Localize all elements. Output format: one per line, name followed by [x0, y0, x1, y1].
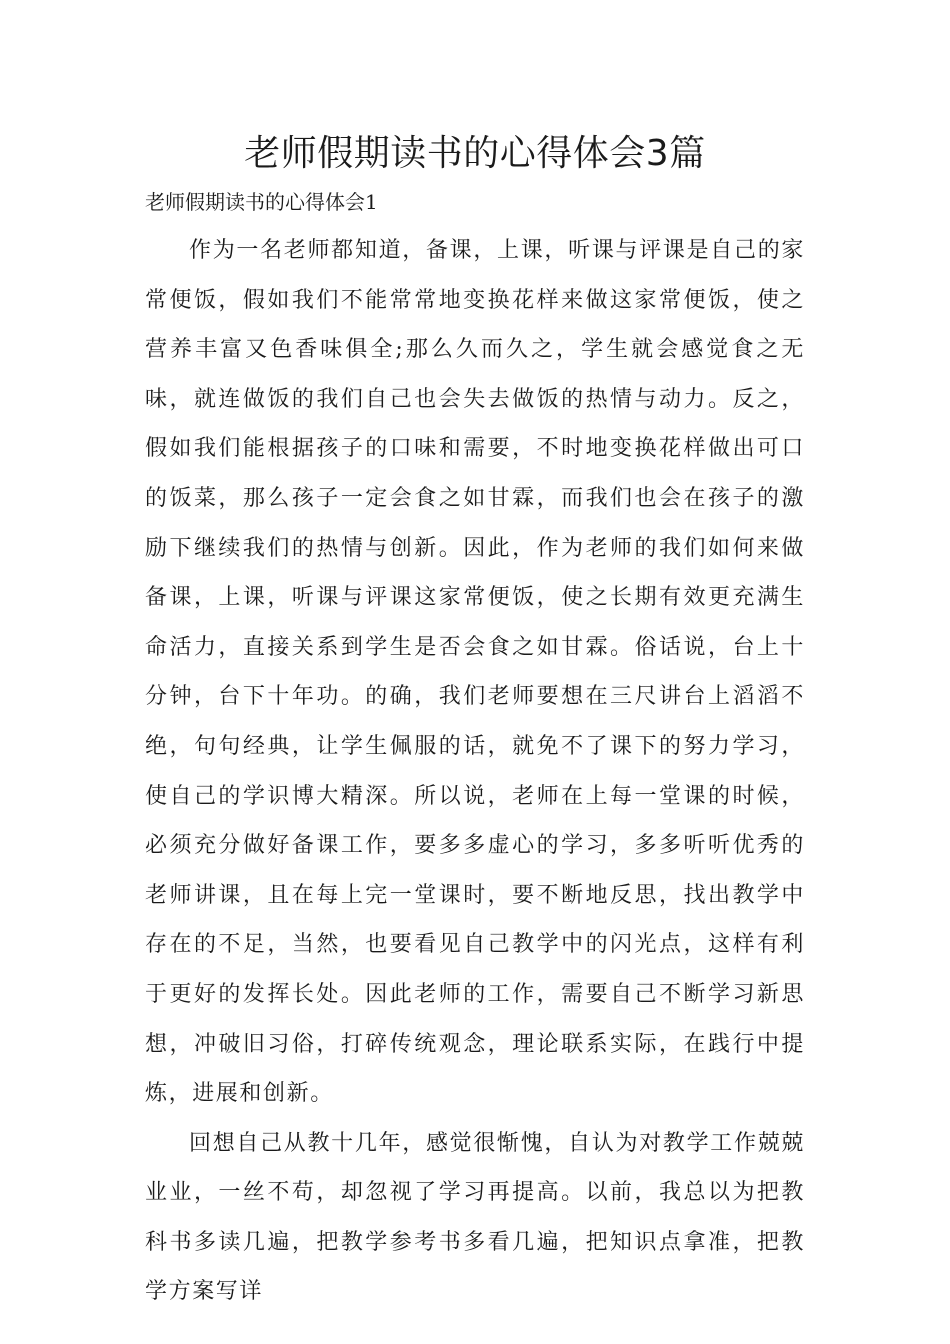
document-title: 老师假期读书的心得体会3篇 [244, 133, 706, 174]
document-body [145, 226, 805, 1317]
paragraph-2: 回想自己从教十几年，感觉很惭愧，自认为对教学工作兢兢业业，一丝不苟，却忽视了学习再提高。以前，我总以为把教科书多读几遍，把教学参考书多看几遍，把知识点拿准，把教学方案写详 [145, 1130, 805, 1305]
paragraph-1: 作为一名老师都知道，备课，上课，听课与评课是自己的家常便饭，假如我们不能常常地变换花样来做这家常便饭，使之营养丰富又色香味俱全;那么久而久之，学生就会感觉食之无味，就连做饭的我们自己也会失去做饭的热情与动力。反之，假如我们能根据孩子的口味和需要，不时地变换花样做出可口的饭菜，那么孩子一定会食之如甘霖，而我们也会在孩子的激励下继续我们的热情与创新。因此，作为老师的我们如何来做备课，上课，听课与评课这家常便饭，使之长期有效更充满生命活力，直接关系到学生是否会食之如甘霖。俗话说，台上十分钟，台下十年功。的确，我们老师要想在三尺讲台上滔滔不绝，句句经典，让学生佩服的话，就免不了课下的努力学习，使自己的学识博大精深。所以说，老师在上每一堂课的时候，必须充分做好备课工作，要多多虚心的学习，多多听听优秀的老师讲课，且在每上完一堂课时，要不断地反思，找出教学中存在的不足，当然，也要看见自己教学中的闪光点，这样有利于更好的发挥长处。因此老师的工作，需要自己不断学习新思想，冲破旧习俗，打碎传统观念，理论联系实际，在践行中提炼，进展和创新。 [145, 238, 805, 1107]
section-heading: 老师假期读书的心得体会1 [145, 190, 378, 214]
